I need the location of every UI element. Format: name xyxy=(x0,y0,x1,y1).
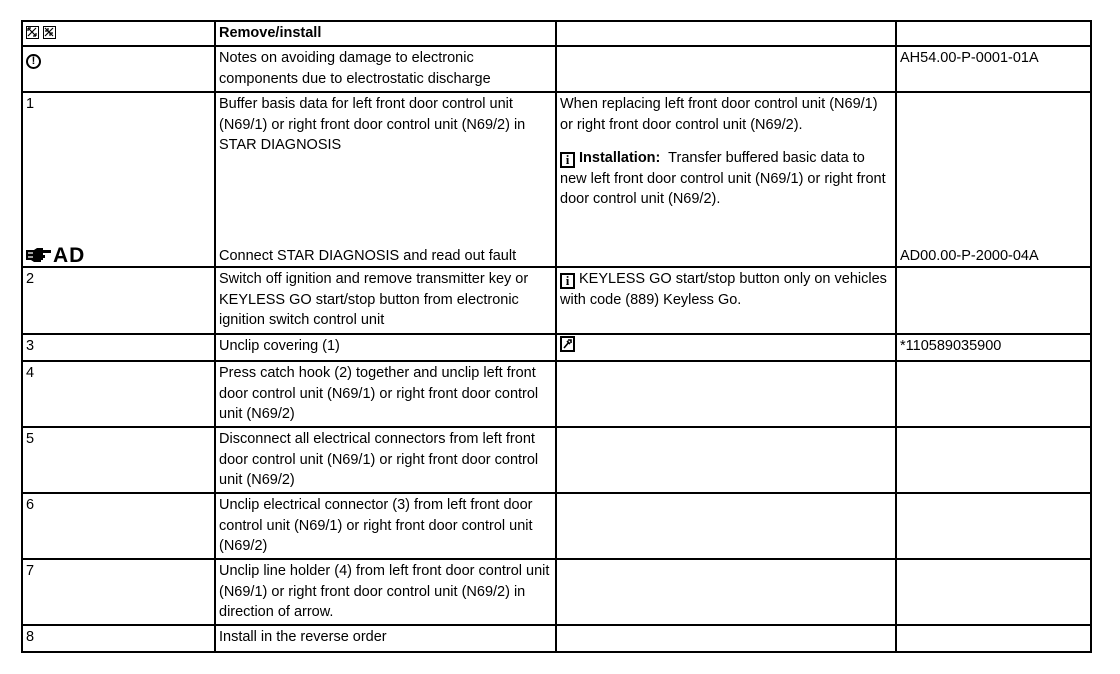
step-number: 3 xyxy=(22,334,215,361)
step-text: Install in the reverse order xyxy=(215,625,556,652)
table-row xyxy=(22,46,1091,92)
installation-text: Transfer buffered basic data to new left front door control unit (N69/1) or right front door control unit (N69/2). xyxy=(560,150,886,207)
step-number: 4 xyxy=(22,361,215,427)
step-cell xyxy=(22,92,215,267)
step-text xyxy=(215,92,556,267)
doc-reference-link xyxy=(896,559,1091,625)
step-text: Unclip covering (1) xyxy=(215,334,556,361)
table-row xyxy=(22,493,1091,559)
step-note xyxy=(556,559,896,625)
doc-reference-link xyxy=(896,361,1091,427)
doc-reference-link xyxy=(896,625,1091,652)
table-row xyxy=(22,625,1091,652)
doc-reference-cell xyxy=(896,92,1091,267)
collapse-icon[interactable] xyxy=(43,26,56,39)
doc-reference-link xyxy=(896,493,1091,559)
ad-label: AD xyxy=(53,244,86,267)
installation-note xyxy=(560,148,892,210)
step-number: 1 xyxy=(26,96,35,112)
step-number: 8 xyxy=(22,625,215,652)
step-number: 6 xyxy=(22,493,215,559)
table-row xyxy=(22,334,1091,361)
header-col3 xyxy=(556,21,896,46)
pointing-hand-icon xyxy=(25,246,53,264)
step-text: Notes on avoiding damage to electronic components due to electrostatic discharge xyxy=(215,46,556,92)
step-cell xyxy=(22,46,215,92)
esd-warning-icon: ! xyxy=(26,54,41,69)
installation-label: Installation: xyxy=(579,150,661,166)
step-note xyxy=(556,267,896,334)
doc-reference-link xyxy=(896,427,1091,493)
step-number: 7 xyxy=(22,559,215,625)
step-note xyxy=(556,92,896,267)
step-note xyxy=(556,493,896,559)
info-icon: i xyxy=(560,152,575,168)
header-title: Remove/install xyxy=(215,21,556,46)
ad-reference-marker xyxy=(25,245,85,267)
step-text: Unclip electrical connector (3) from left front door control unit (N69/1) or right front door control unit (N69/2) xyxy=(215,493,556,559)
table-row xyxy=(22,92,1091,267)
doc-reference-link[interactable] xyxy=(896,267,1091,334)
header-row xyxy=(22,21,1091,46)
table-row xyxy=(22,361,1091,427)
procedure-table xyxy=(21,20,1092,653)
step-text: Press catch hook (2) together and unclip left front door control unit (N69/1) or right front door control unit (N69/2) xyxy=(215,361,556,427)
tool-number-link[interactable]: *110589035900 xyxy=(896,334,1091,361)
table-row xyxy=(22,267,1091,334)
doc-reference-link[interactable]: AD00.00-P-2000-04A xyxy=(900,248,1039,264)
step-text-1: Buffer basis data for left front door control unit (N69/1) or right front door control unit (N69/2) in STAR DIAGNOSIS xyxy=(219,96,526,153)
step-note xyxy=(556,334,896,361)
step-note xyxy=(556,361,896,427)
step-text: Switch off ignition and remove transmitter key or KEYLESS GO start/stop button from electronic ignition switch control unit xyxy=(215,267,556,334)
step-number: 2 xyxy=(22,267,215,334)
doc-reference-link[interactable]: AH54.00-P-0001-01A xyxy=(896,46,1091,92)
info-icon: i xyxy=(560,273,575,289)
header-col4 xyxy=(896,21,1091,46)
header-icons-cell xyxy=(22,21,215,46)
replace-note: When replacing left front door control unit (N69/1) or right front door control unit (N69/2). xyxy=(560,96,878,133)
special-tool-icon[interactable] xyxy=(560,336,575,352)
step-number: 5 xyxy=(22,427,215,493)
step-note xyxy=(556,427,896,493)
table-row xyxy=(22,559,1091,625)
step-text: Unclip line holder (4) from left front door control unit (N69/1) or right front door control unit (N69/2) in direction of arrow. xyxy=(215,559,556,625)
step-text-ad: Connect STAR DIAGNOSIS and read out fault xyxy=(219,248,517,264)
table-row xyxy=(22,427,1091,493)
step-note xyxy=(556,625,896,652)
expand-icon[interactable] xyxy=(26,26,39,39)
step-note xyxy=(556,46,896,92)
keyless-note: KEYLESS GO start/stop button only on vehicles with code (889) Keyless Go. xyxy=(560,271,887,308)
step-text: Disconnect all electrical connectors from left front door control unit (N69/1) or right front door control unit (N69/2) xyxy=(215,427,556,493)
